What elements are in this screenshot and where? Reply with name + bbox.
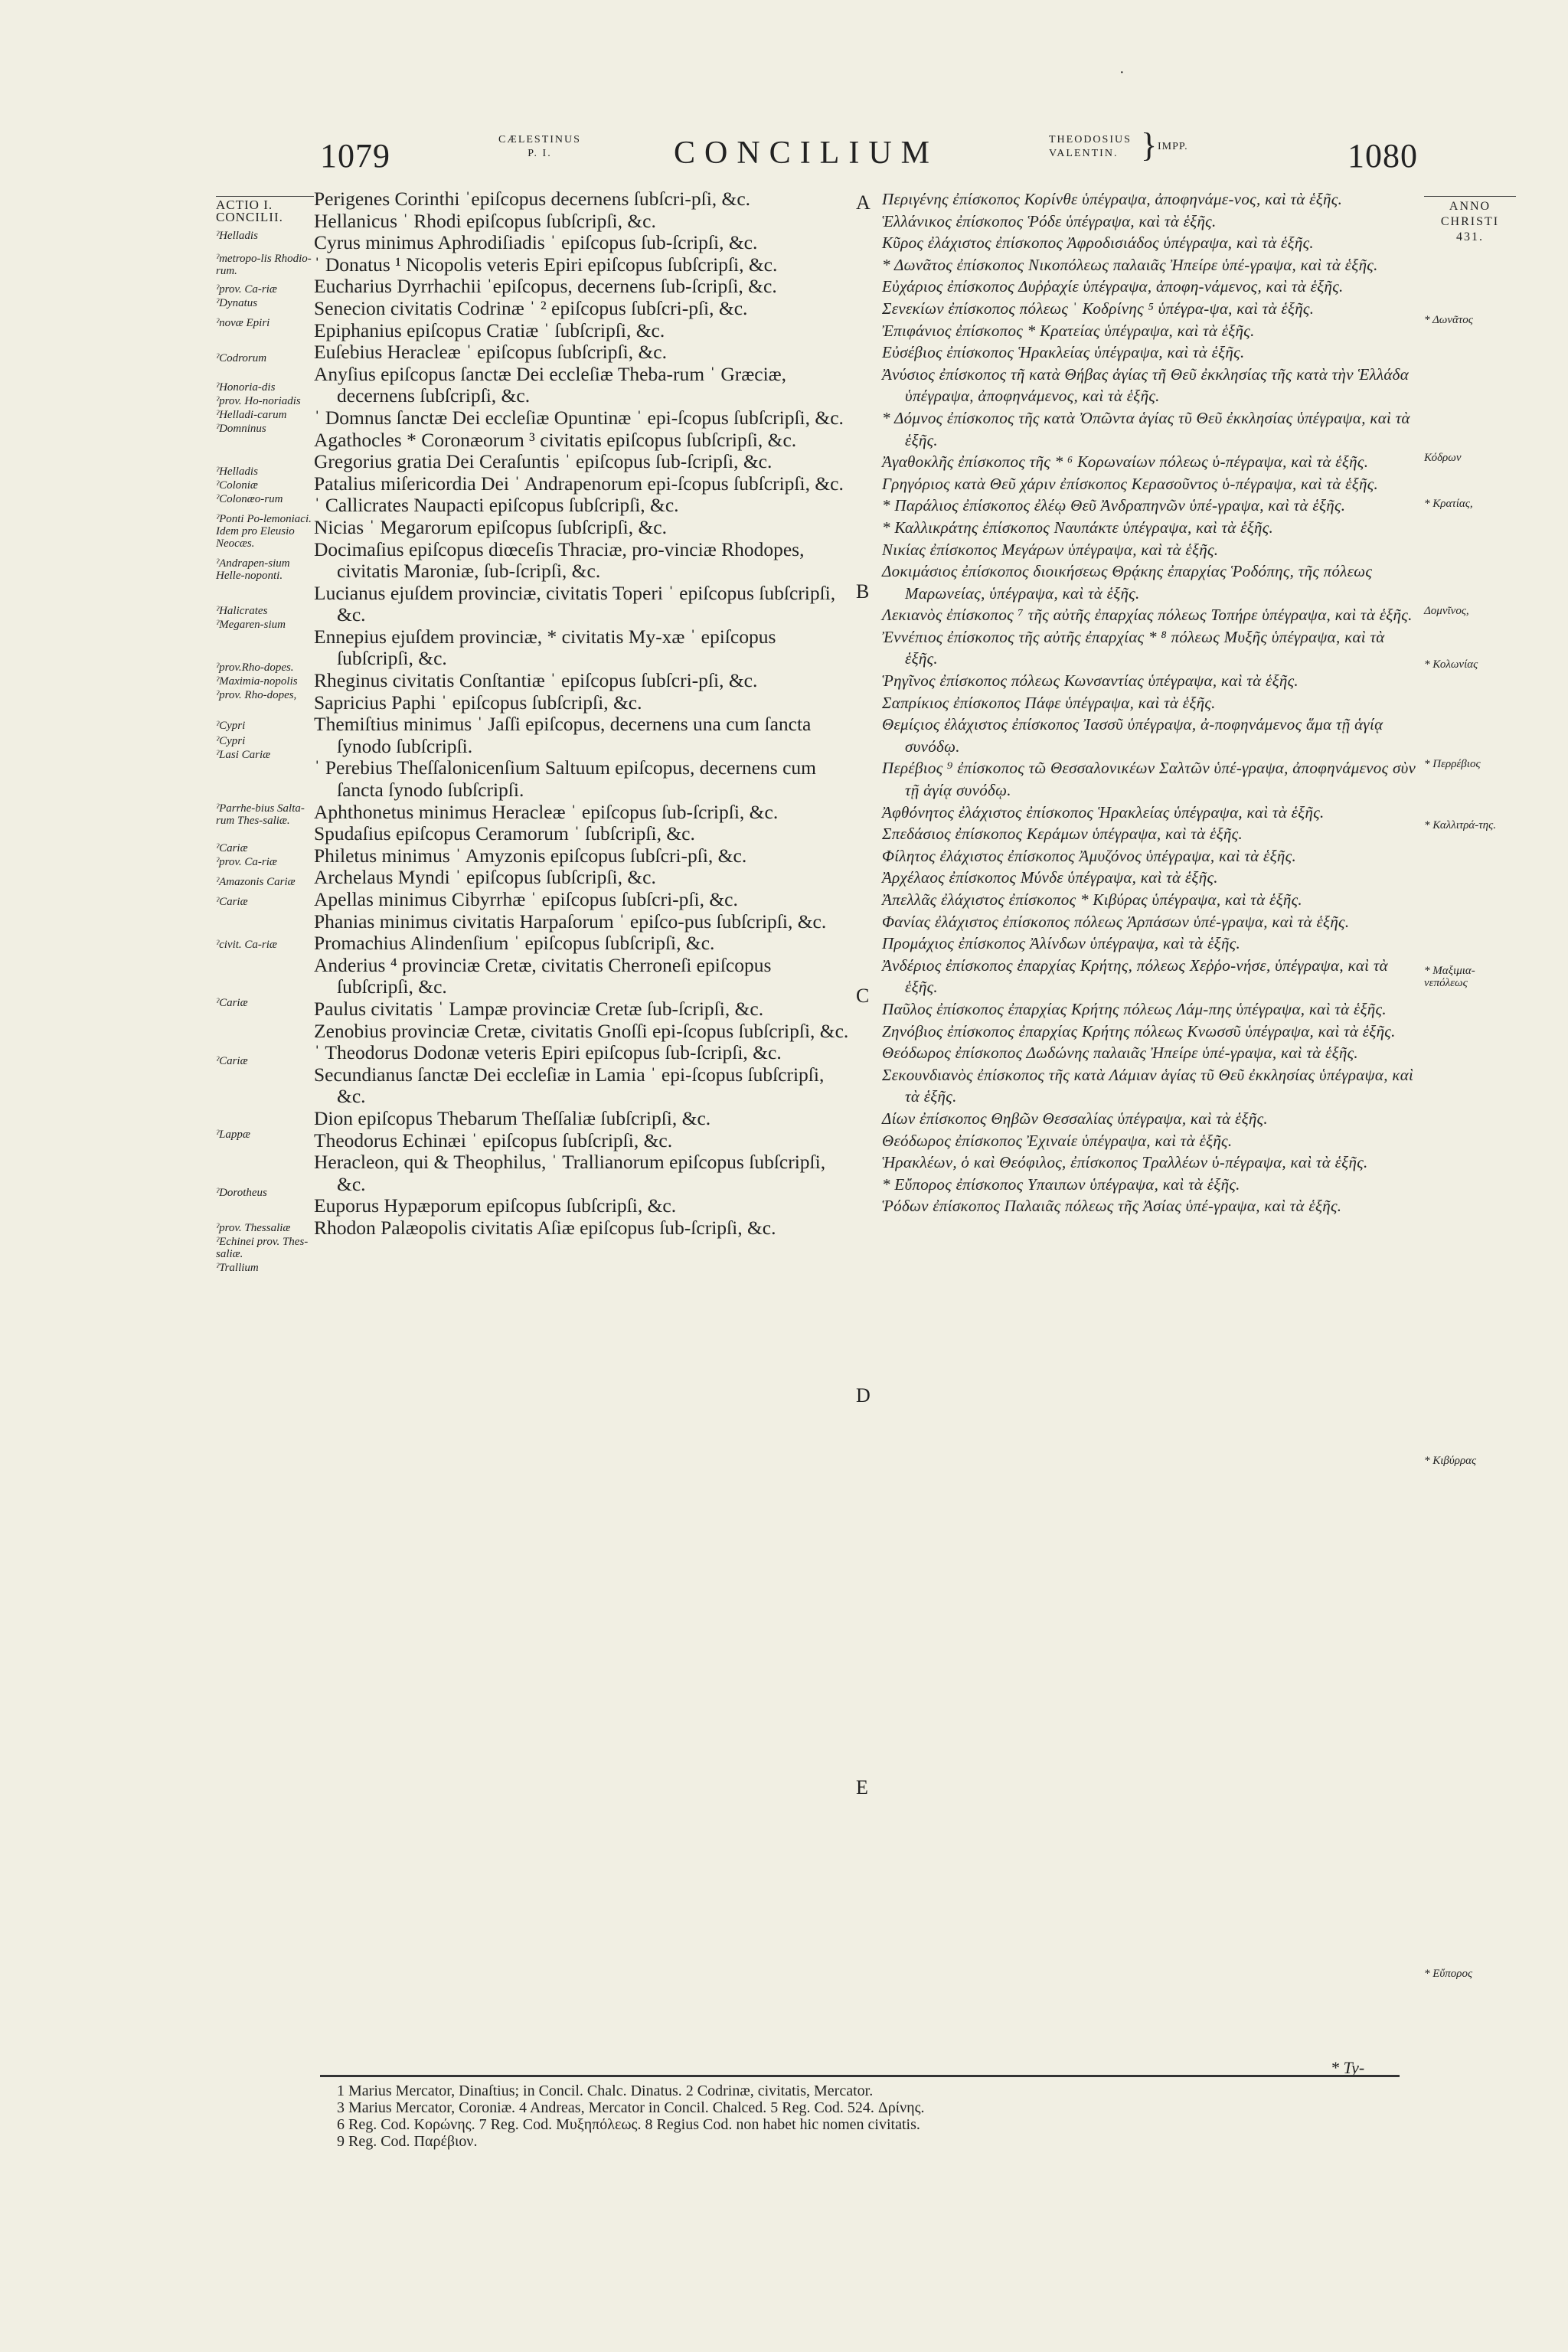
greek-entry: Ἀρχέλαος ἐπίσκοπος Μύνδε ὑπέγραψα, καὶ τὰ ἑξῆς. (882, 868, 1218, 887)
left-margin-note: ˀHelladis (216, 466, 258, 478)
greek-entry: Φίλητος ἐλάχιστος ἐπίσκοπος Ἀμυζόνος ὑπέγραψα, καὶ τὰ ἑξῆς. (882, 846, 1296, 865)
latin-entry: Agathocles * Coronæorum ³ civitatis epiſcopus ſubſcripſi, &c. (314, 428, 797, 451)
greek-entry: Ῥόδων ἐπίσκοπος Παλαιᾶς πόλεως τῆς Ἀσίας ὑπέ-γραψα, καὶ τὰ ἑξῆς. (882, 1197, 1342, 1216)
left-margin-note: ˀLappæ (216, 1129, 250, 1141)
latin-entry: Euſebius Heracleæ ˈ epiſcopus ſubſcripſi, &c. (314, 341, 667, 364)
left-margin-note: ˀHonoria-dis (216, 381, 276, 394)
running-header (0, 126, 1568, 182)
left-margin-note: ˀPonti Po-lemoniaci. Idem pro Eleusio Neocæs. (216, 513, 312, 550)
pope-name (479, 133, 601, 161)
left-margin-note: ˀCariæ (216, 997, 248, 1009)
emperor-line-1: THEODOSIUS (1049, 134, 1132, 145)
latin-entry: Hellanicus ˈ Rhodi epiſcopus ſubſcripſi, &c. (314, 209, 656, 232)
emperors-names (1049, 133, 1132, 161)
left-margin-note: ˀprov. Rho-dopes, (216, 689, 297, 701)
greek-entry: Ἐννέπιος ἐπίσκοπος τῆς αὐτῆς ἐπαρχίας * ⁸ πόλεως Μυξῆς ὑπέγραψα, καὶ τὰ ἑξῆς. (882, 627, 1385, 668)
greek-entry: Κῦρος ἐλάχιστος ἐπίσκοπος Ἀφροδισιάδος ὑπέγραψα, καὶ τὰ ἑξῆς. (882, 234, 1314, 253)
latin-entry: Aphthonetus minimus Heracleæ ˈ epiſcopus ſub-ſcripſi, &c. (314, 800, 779, 823)
greek-entry: Περιγένης ἐπίσκοπος Κορίνθε ὑπέγραψα, ἀποφηνάμε-νος, καὶ τὰ ἑξῆς. (882, 190, 1343, 208)
latin-entry: Dion epiſcopus Thebarum Theſſaliæ ſubſcripſi, &c. (314, 1106, 711, 1129)
latin-entry: Promachius Alindenſium ˈ epiſcopus ſubſcripſi, &c. (314, 932, 715, 955)
left-margin-note: ˀHalicrates (216, 605, 268, 617)
right-margin-note: * Κιβύρρας (1424, 1455, 1477, 1467)
left-note-list (216, 230, 314, 1274)
pope-line-1: CÆLESTINUS (498, 134, 581, 145)
latin-entry: Sapricius Paphi ˈ epiſcopus ſubſcripſi, &c. (314, 691, 642, 714)
latin-entry: Docimaſius epiſcopus diœceſis Thraciæ, pro-vinciæ Rhodopes, civitatis Maroniæ, ſub-ſcripſi, &c. (314, 537, 805, 583)
greek-entry: * Παράλιος ἐπίσκοπος ἐλέῳ Θεῦ Ἀνδραπηνῶν ὑπέ-γραψα, καὶ τὰ ἑξῆς. (882, 496, 1346, 515)
pope-line-2: P. I. (528, 148, 552, 159)
latin-entry: Spudaſius epiſcopus Ceramorum ˈ ſubſcripſi, &c. (314, 822, 695, 845)
greek-entry: Δοκιμάσιος ἐπίσκοπος διοικήσεως Θρᾴκης ἐπαρχίας Ῥοδόπης, τῆς πόλεως Μαρωνείας, ὑπέγραψα, καὶ τὰ ἑξῆς. (882, 562, 1373, 603)
left-margin-note: ˀAndrapen-sium Helle-noponti. (216, 557, 290, 582)
left-margin-note: ˀHelladis (216, 230, 258, 242)
left-margin-note: ˀCariæ (216, 842, 248, 854)
latin-entry: Paulus civitatis ˈ Lampæ provinciæ Cretæ ſub-ſcripſi, &c. (314, 997, 764, 1020)
right-margin-note: * Καλλιτρά-της. (1424, 819, 1496, 831)
left-margin-note: ˀcivit. Ca-riæ (216, 939, 277, 951)
right-margin-note: * Μαξιμια-νεπόλεως (1424, 965, 1475, 989)
latin-column (314, 188, 850, 1240)
right-margin-note: * Εὔπορος (1424, 1968, 1473, 1980)
left-margin-note: ˀCypri (216, 735, 246, 747)
left-margin-note: ˀprov. Ca-riæ (216, 856, 277, 868)
left-margin-note: ˀHelladi-carum (216, 409, 287, 421)
left-margin-note: ˀTrallium (216, 1262, 259, 1274)
greek-column (882, 188, 1418, 1217)
left-margin-note: ˀLasi Cariæ (216, 749, 271, 761)
page-number-right: 1080 (1348, 137, 1418, 175)
greek-entry: * Καλλικράτης ἐπίσκοπος Ναυπάκτε ὑπέγραψα, καὶ τὰ ἑξῆς. (882, 518, 1274, 537)
latin-entry: ˈ Callicrates Naupacti epiſcopus ſubſcripſi, &c. (314, 494, 679, 517)
left-margin-note: ˀColoniæ (216, 479, 258, 492)
section-letter-e: E (856, 1776, 868, 1798)
greek-entry: Ἀγαθοκλῆς ἐπίσκοπος τῆς * ⁶ Κορωναίων πόλεως ὑ-πέγραψα, καὶ τὰ ἑξῆς. (882, 452, 1369, 472)
latin-entry: Theodorus Echinæi ˈ epiſcopus ſubſcripſi, &c. (314, 1129, 673, 1152)
left-margin-note: ˀprov. Ho-noriadis (216, 395, 301, 407)
latin-entry: Nicias ˈ Megarorum epiſcopus ſubſcripſi, &c. (314, 515, 668, 538)
right-margin-note: Δομνῖνος, (1424, 605, 1469, 617)
latin-entry: Philetus minimus ˈ Amyzonis epiſcopus ſubſcri-pſi, &c. (314, 844, 747, 867)
latin-entry: Anderius ⁴ provinciæ Cretæ, civitatis Cherroneſi epiſcopus ſubſcripſi, &c. (314, 953, 772, 998)
footnotes (337, 2082, 1409, 2150)
left-margin-note: ˀnovæ Epiri (216, 317, 270, 329)
footnote-line: 1 Marius Mercator, Dinaſtius; in Concil. Chalc. Dinatus. 2 Codrinæ, civitatis, Mercator. (337, 2082, 874, 2099)
anno-christi-heading (1424, 196, 1516, 245)
greek-entry: Ἐπιφάνιος ἐπίσκοπος * Κρατείας ὑπέγραψα, καὶ τὰ ἑξῆς. (882, 321, 1255, 340)
latin-entry: Apellas minimus Cibyrrhæ ˈ epiſcopus ſubſcri-pſi, &c. (314, 888, 738, 910)
left-margin-note: ˀprov. Ca-riæ (216, 283, 277, 296)
left-margin-note: ˀCypri (216, 720, 246, 732)
greek-entry: Ἀφθόνητος ἐλάχιστος ἐπίσκοπος Ἡρακλείας ὑπέγραψα, καὶ τὰ ἑξῆς. (882, 802, 1325, 822)
left-margin-note: ˀprov.Rho-dopes. (216, 662, 294, 674)
actio-line-1: ACTIO I. (216, 198, 273, 212)
section-letter-d: D (856, 1384, 871, 1406)
left-margin-note: ˀMaximia-nopolis (216, 675, 298, 688)
year-line: 431. (1456, 230, 1484, 243)
latin-entry: ˈ Theodorus Dodonæ veteris Epiri epiſcopus ſub-ſcripſi, &c. (314, 1041, 782, 1064)
footnote-line: 6 Reg. Cod. Κορώνης. 7 Reg. Cod. Μυξηπόλεως. 8 Regius Cod. non habet hic nomen civitatis. (337, 2116, 920, 2133)
greek-entry: Εὐσέβιος ἐπίσκοπος Ἡρακλείας ὑπέγραψα, καὶ τὰ ἑξῆς. (882, 343, 1245, 362)
right-margin-note: * Κολωνίας (1424, 658, 1478, 671)
latin-entry: Cyrus minimus Aphrodiſiadis ˈ epiſcopus ſub-ſcripſi, &c. (314, 231, 758, 254)
latin-entry: Epiphanius epiſcopus Cratiæ ˈ ſubſcripſi, &c. (314, 318, 665, 341)
latin-entry: Rhodon Palæopolis civitatis Aſiæ epiſcopus ſub-ſcripſi, &c. (314, 1216, 776, 1239)
latin-entry: Perigenes Corinthi ˈepiſcopus decernens ſubſcri-pſi, &c. (314, 188, 751, 210)
latin-entry: Zenobius provinciæ Cretæ, civitatis Gnoſſi epi-ſcopus ſubſcripſi, &c. (314, 1019, 849, 1042)
latin-entry: Euporus Hypæporum epiſcopus ſubſcripſi, &c. (314, 1194, 677, 1217)
latin-entry: Themiſtius minimus ˈ Jaſſi epiſcopus, decernens una cum ſancta ſynodo ſubſcripſi. (314, 713, 812, 757)
left-margin-note: ˀParrhe-bius Salta-rum Thes-saliæ. (216, 802, 305, 827)
latin-entry: Anyſius epiſcopus ſanctæ Dei eccleſiæ Theba-rum ˈ Græciæ, decernens ſubſcripſi, &c. (314, 362, 787, 407)
greek-entry: Λεκιανὸς ἐπίσκοπος ⁷ τῆς αὐτῆς ἐπαρχίας πόλεως Τοπήρε ὑπέγραψα, καὶ τὰ ἑξῆς. (882, 606, 1413, 625)
latin-entry: Phanias minimus civitatis Harpaſorum ˈ epiſco-pus ſubſcripſi, &c. (314, 910, 827, 933)
right-margin-note: * Περρέβιος (1424, 758, 1481, 770)
left-margin-note: ˀCariæ (216, 1055, 248, 1067)
footnote-line: 9 Reg. Cod. Παρέβιον. (337, 2133, 478, 2150)
section-letter-b: B (856, 580, 870, 603)
brace-glyph: } (1141, 126, 1158, 164)
footnote-line: 3 Marius Mercator, Coroniæ. 4 Andreas, Mercator in Concil. Chalced. 5 Reg. Cod. 524. Δρίνης. (337, 2099, 925, 2116)
greek-entry: Σπεδάσιος ἐπίσκοπος Κεράμων ὑπέγραψα, καὶ τὰ ἑξῆς. (882, 825, 1243, 844)
right-margin-note: Κόδρων (1424, 452, 1462, 464)
latin-entry: Lucianus ejuſdem provinciæ, civitatis Toperi ˈ epiſcopus ſubſcripſi, &c. (314, 581, 836, 626)
greek-entry: Ἀπελλᾶς ἐλάχιστος ἐπίσκοπος * Κιβύρας ὑπέγραψα, καὶ τὰ ἑξῆς. (882, 890, 1302, 909)
greek-entry: Δίων ἐπίσκοπος Θηβῶν Θεσσαλίας ὑπέγραψα, καὶ τὰ ἑξῆς. (882, 1109, 1268, 1128)
greek-entry: * Δόμνος ἐπίσκοπος τῆς κατὰ Ὀπῶντα ἁγίας τῦ Θεῦ ἐκκλησίας ὑπέγραψα, καὶ τὰ ἑξῆς. (882, 408, 1410, 449)
left-margin-note: ˀDorotheus (216, 1187, 267, 1199)
greek-entry: Ζηνόβιος ἐπίσκοπος ἐπαρχίας Κρήτης πόλεως Κνωσσῦ ὑπέγραψα, καὶ τὰ ἑξῆς. (882, 1021, 1396, 1040)
greek-entry: Σενεκίων ἐπίσκοπος πόλεως ˈ Κοδρίνης ⁵ ὑπέγρα-ψα, καὶ τὰ ἑξῆς. (882, 299, 1315, 318)
latin-entry: Eucharius Dyrrhachii ˈepiſcopus, decernens ſub-ſcripſi, &c. (314, 275, 777, 298)
left-margin-note: ˀDomninus (216, 423, 266, 435)
actio-heading (216, 196, 314, 224)
latin-entry: Secundianus ſanctæ Dei eccleſiæ in Lamia ˈ epi-ſcopus ſubſcripſi, &c. (314, 1063, 825, 1108)
left-margin-note: ˀAmazonis Cariæ (216, 876, 296, 888)
catchword: * Ty- (1331, 2058, 1365, 2077)
left-margin-notes (216, 196, 314, 1274)
greek-entry: Ῥηγῖνος ἐπίσκοπος πόλεως Κωνσαντίας ὑπέγραψα, καὶ τὰ ἑξῆς. (882, 671, 1298, 691)
greek-entry: Προμάχιος ἐπίσκοπος Ἀλίνδων ὑπέγραψα, καὶ τὰ ἑξῆς. (882, 934, 1241, 953)
left-margin-note: ˀCariæ (216, 896, 248, 908)
left-margin-note: ˀMegaren-sium (216, 619, 286, 631)
right-margin-note: * Δωνᾶτος (1424, 314, 1473, 326)
greek-entry: Νικίας ἐπίσκοπος Μεγάρων ὑπέγραψα, καὶ τὰ ἑξῆς. (882, 540, 1219, 559)
latin-entry: ˈ Domnus ſanctæ Dei eccleſiæ Opuntinæ ˈ epi-ſcopus ſubſcripſi, &c. (314, 406, 844, 429)
latin-entry: ˈ Donatus ¹ Nicopolis veteris Epiri epiſcopus ſubſcripſi, &c. (314, 253, 778, 276)
latin-entry: Heracleon, qui & Theophilus, ˈ Trallianorum epiſcopus ſubſcripſi, &c. (314, 1151, 826, 1195)
greek-entry: Περέβιος ⁹ ἐπίσκοπος τῶ Θεσσαλονικέων Σαλτῶν ὑπέ-γραψα, ἀποφηνάμενος σὺν τῇ ἁγίᾳ συνόδῳ. (882, 759, 1416, 800)
latin-entry: Archelaus Myndi ˈ epiſcopus ſubſcripſi, &c. (314, 866, 656, 889)
latin-entry: Patalius miſericordia Dei ˈ Andrapenorum epi-ſcopus ſubſcripſi, &c. (314, 472, 844, 495)
greek-entry: Θεόδωρος ἐπίσκοπος Ἐχιναίε ὑπέγραψα, καὶ τὰ ἑξῆς. (882, 1131, 1233, 1150)
right-margin-notes (1424, 196, 1516, 1980)
section-letter-a: A (856, 191, 871, 214)
greek-entry: * Εὔπορος ἐπίσκοπος Υπαιπων ὑπέγραψα, καὶ τὰ ἑξῆς. (882, 1174, 1240, 1194)
greek-entry: Εὐχάριος ἐπίσκοπος Δυῤῥαχίε ὑπέγραψα, ἀποφη-νάμενος, καὶ τὰ ἑξῆς. (882, 277, 1344, 296)
latin-entry: Senecion civitatis Codrinæ ˈ ² epiſcopus ſubſcri-pſi, &c. (314, 296, 748, 319)
latin-entry: Ennepius ejuſdem provinciæ, * civitatis My-xæ ˈ epiſcopus ſubſcripſi, &c. (314, 625, 776, 670)
left-margin-note: ˀmetropo-lis Rhodio-rum. (216, 253, 312, 277)
left-margin-note: ˀprov. Thessaliæ (216, 1222, 291, 1234)
greek-entry: Γρηγόριος κατὰ Θεῦ χάριν ἐπίσκοπος Κερασοῦντος ὑ-πέγραψα, καὶ τὰ ἑξῆς. (882, 474, 1379, 493)
greek-entry: Φανίας ἐλάχιστος ἐπίσκοπος πόλεως Ἁρπάσων ὑπέ-γραψα, καὶ τὰ ἑξῆς. (882, 912, 1350, 931)
greek-entry: Ἑλλάνικος ἐπίσκοπος Ῥόδε ὑπέγραψα, καὶ τὰ ἑξῆς. (882, 211, 1217, 230)
greek-entry: Σαπρίκιος ἐπίσκοπος Πάφε ὑπέγραψα, καὶ τὰ ἑξῆς. (882, 693, 1216, 712)
impp-label: IMPP. (1158, 141, 1188, 152)
greek-entry: Σεκουνδιανὸς ἐπίσκοπος τῆς κατὰ Λάμιαν ἁγίας τῦ Θεῦ ἐκκλησίας ὑπέγραψα, καὶ τὰ ἑξῆς. (882, 1065, 1414, 1106)
greek-entry: Ἡρακλέων, ὁ καὶ Θεόφιλος, ἐπίσκοπος Τραλλέων ὑ-πέγραψα, καὶ τὰ ἑξῆς. (882, 1153, 1368, 1172)
left-margin-note: ˀColonæo-rum (216, 493, 283, 505)
section-letter-c: C (856, 985, 870, 1007)
page-number-left: 1079 (320, 137, 390, 175)
left-margin-note: ˀCodrorum (216, 352, 267, 364)
greek-entry: Παῦλος ἐπίσκοπος ἐπαρχίας Κρήτης πόλεως Λάμ-πης ὑπέγραψα, καὶ τὰ ἑξῆς. (882, 999, 1387, 1018)
latin-entry: Gregorius gratia Dei Ceraſuntis ˈ epiſcopus ſub-ſcripſi, &c. (314, 450, 773, 473)
page-title: CONCILIUM (674, 136, 939, 171)
greek-entry: Ἀνδέριος ἐπίσκοπος ἐπαρχίας Κρήτης, πόλεως Χεῤῥο-νήσε, ὑπέγραψα, καὶ τὰ ἑξῆς. (882, 956, 1388, 997)
left-margin-note: ˀDynatus (216, 297, 258, 309)
latin-entry: ˈ Perebius Theſſalonicenſium Saltuum epiſcopus, decernens cum ſancta ſynodo ſubſcripſi. (314, 756, 816, 802)
actio-line-2: CONCILII. (216, 210, 283, 224)
christi-line: CHRISTI (1440, 215, 1500, 228)
anno-line: ANNO (1449, 200, 1491, 213)
latin-entry: Rheginus civitatis Conſtantiæ ˈ epiſcopus ſubſcri-pſi, &c. (314, 669, 758, 692)
greek-entry: * Δωνᾶτος ἐπίσκοπος Νικοπόλεως παλαιᾶς Ἠπείρε ὑπέ-γραψα, καὶ τὰ ἑξῆς. (882, 255, 1378, 274)
greek-entry: Θεμίςιος ἐλάχιστος ἐπίσκοπος Ἰασσῦ ὑπέγραψα, ἀ-ποφηνάμενος ἅμα τῇ ἁγίᾳ συνόδῳ. (882, 715, 1383, 756)
greek-entry: Ἀνύσιος ἐπίσκοπος τῆ κατὰ Θήβας ἁγίας τῆ Θεῦ ἐκκλησίας τῆς κατὰ τὴν Ἑλλάδα ὑπέγραψα, ἀποφηνάμενος, καὶ τὰ ἑξῆς. (882, 364, 1410, 406)
footnote-rule (320, 2075, 1400, 2077)
greek-entry: Θεόδωρος ἐπίσκοπος Δωδώνης παλαιᾶς Ἠπείρε ὑπέ-γραψα, καὶ τὰ ἑξῆς. (882, 1044, 1358, 1063)
emperor-line-2: VALENTIN. (1049, 148, 1119, 159)
ink-speck: · (1119, 64, 1125, 81)
left-margin-note: ˀEchinei prov. Thes-saliæ. (216, 1236, 309, 1260)
right-margin-note: * Κρατίας, (1424, 498, 1473, 510)
